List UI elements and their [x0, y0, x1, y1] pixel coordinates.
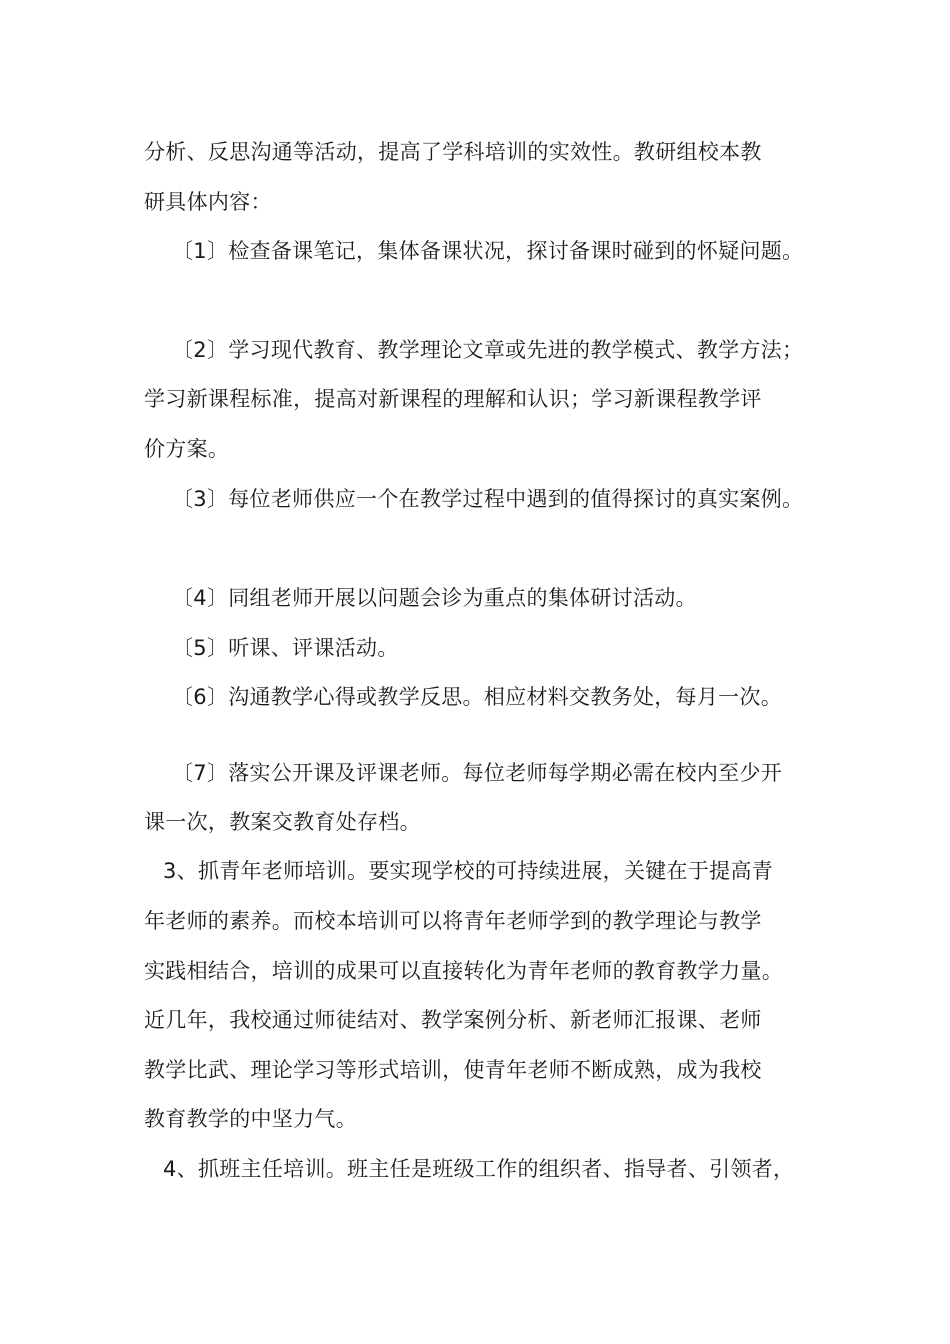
- paragraph-line-1: 分析、反思沟通等活动，提高了学科培训的实效性。教研组校本教: [144, 140, 762, 164]
- section-3-line-4: 近几年，我校通过师徒结对、教学案例分析、新老师汇报课、老师: [144, 1008, 762, 1032]
- section-3-line-6: 教育教学的中坚力气。: [144, 1107, 357, 1131]
- list-item-2-line-3: 价方案。: [144, 437, 230, 461]
- list-item-2: 〔2〕学习现代教育、教学理论文章或先进的教学模式、教学方法；: [172, 338, 804, 362]
- list-item-7-line-2: 课一次，教案交教育处存档。: [144, 810, 421, 834]
- list-item-6: 〔6〕沟通教学心得或教学反思。相应材料交教务处，每月一次。: [172, 685, 783, 709]
- section-4-line-1: 4、抓班主任培训。班主任是班级工作的组织者、指导者、引领者，: [163, 1157, 795, 1181]
- section-3-line-1: 3、抓青年老师培训。要实现学校的可持续进展，关键在于提高青: [163, 859, 774, 883]
- list-item-1: 〔1〕检查备课笔记，集体备课状况，探讨备课时碰到的怀疑问题。: [172, 239, 804, 263]
- list-item-2-line-2: 学习新课程标准，提高对新课程的理解和认识；学习新课程教学评: [144, 387, 762, 411]
- list-item-7: 〔7〕落实公开课及评课老师。每位老师每学期必需在校内至少开: [172, 761, 783, 785]
- section-3-line-3: 实践相结合，培训的成果可以直接转化为青年老师的教育教学力量。: [144, 959, 783, 983]
- list-item-5: 〔5〕听课、评课活动。: [172, 636, 399, 660]
- list-item-4: 〔4〕同组老师开展以问题会诊为重点的集体研讨活动。: [172, 586, 697, 610]
- section-3-line-5: 教学比武、理论学习等形式培训，使青年老师不断成熟，成为我校: [144, 1058, 762, 1082]
- list-item-3: 〔3〕每位老师供应一个在教学过程中遇到的值得探讨的真实案例。: [172, 487, 804, 511]
- section-3-line-2: 年老师的素养。而校本培训可以将青年老师学到的教学理论与教学: [144, 909, 762, 933]
- paragraph-line-2: 研具体内容：: [144, 190, 272, 214]
